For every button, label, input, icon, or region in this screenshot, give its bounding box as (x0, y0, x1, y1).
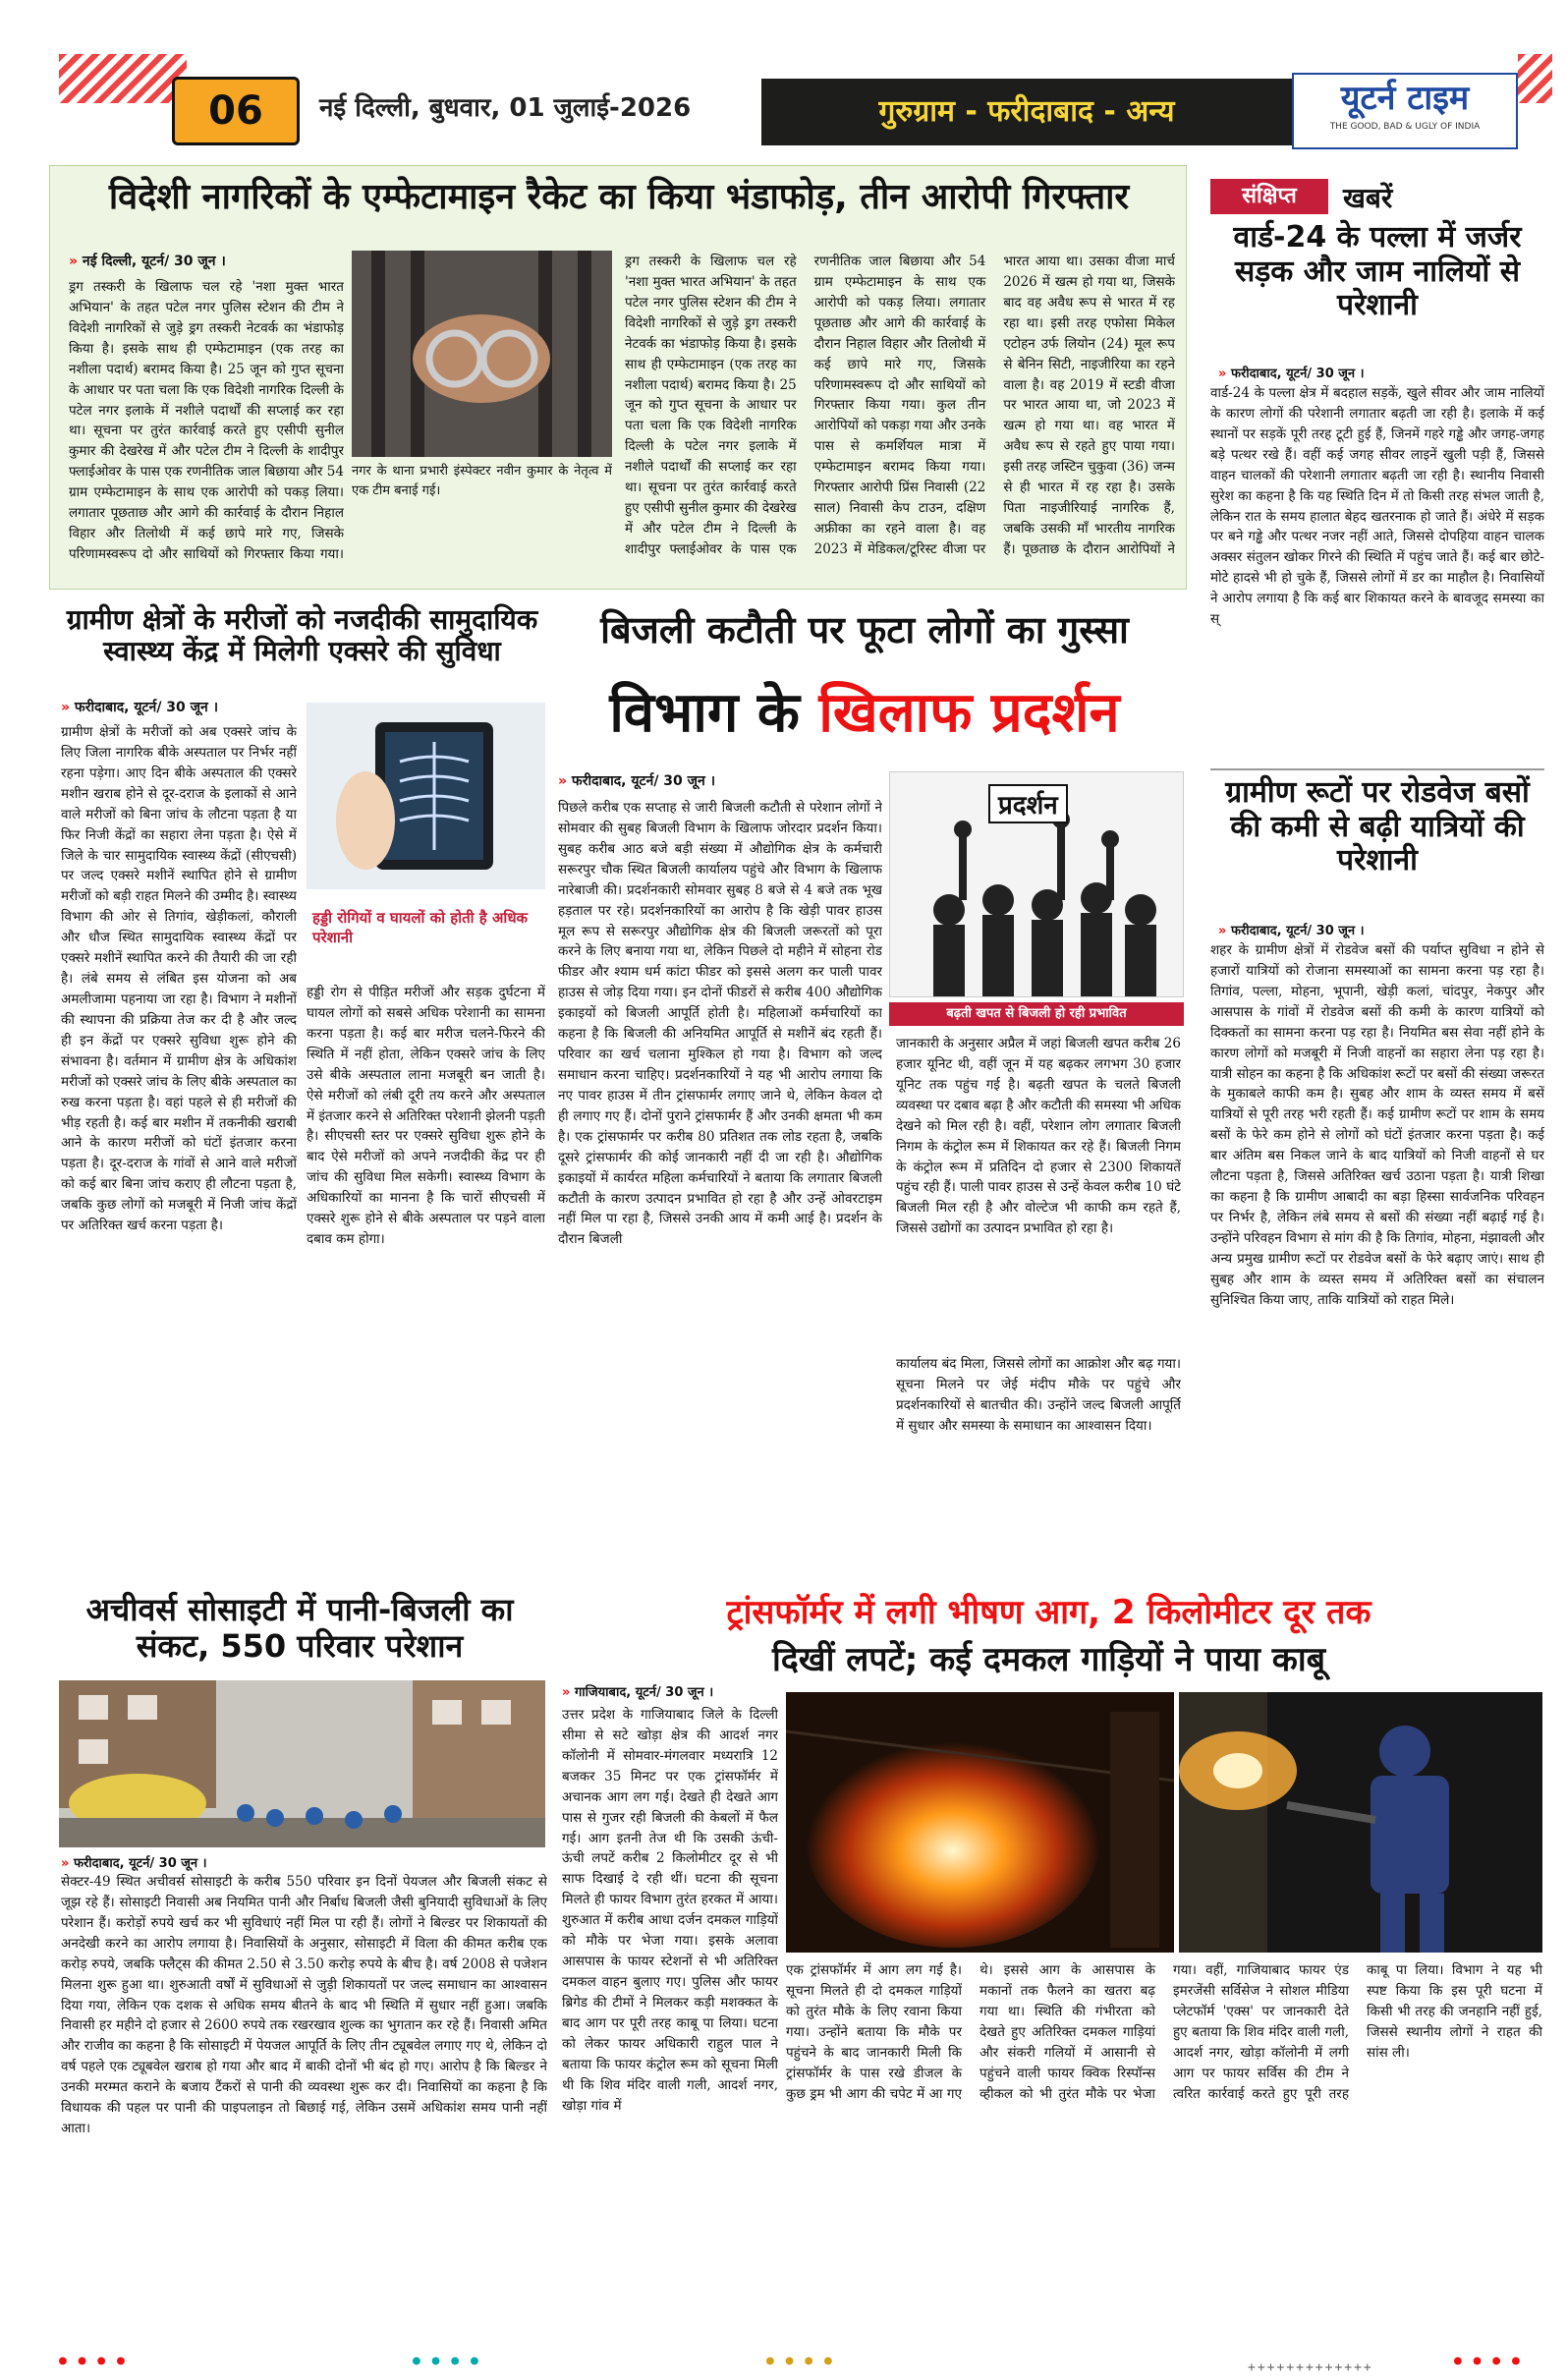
story3-subhead: बढ़ती खपत से बिजली हो रही प्रभावित (889, 1002, 1184, 1026)
story2-subhead: हड्डी रोगियों व घायलों को होती है अधिक परेशानी (312, 909, 529, 946)
footer-registration-dots-right: ● ● ● ● (1454, 2353, 1522, 2368)
story3-illustration (889, 771, 1184, 997)
story2-body2: हड्डी रोग से पीड़ित मरीजों और सड़क दुर्घटना में घायल लोगों को सबसे अधिक परेशानी का सामना करना पड़ता है। कई बार मरीज चलने-फिरने की स्थिति में नहीं होता, लेकिन एक्सरे जांच के लिए उसे बीके अस्पताल लाना मजबूरी बन जाती है। ऐसे मरीजों को लंबी दूरी तय करने और अस्पताल में इंतजार करने से अतिरिक्त परेशानी झेलनी पड़ती है। सीएचसी स्तर पर एक्सरे सुविधा शुरू होने के बाद ऐसे मरीजों को अपने नजदीकी केंद्र पर ही जांच की सुविधा मिल सकेगी। स्वास्थ्य विभाग के अधिकारियों का मानना है कि चारों सीएचसी में एक्सरे शुरू होने से बीके अस्पताल पर पड़ने वाला दबाव कम होगा। (307, 985, 545, 1248)
sidebar-item2-body: शहर के ग्रामीण क्षेत्रों में रोडवेज बसों की पर्याप्त सुविधा न होने से हजारों यात्रियों को रोजाना समस्याओं का सामना करना पड़ रहा है। तिगांव, पल्ला, मोहना, भूपानी, खेड़ी कलां, चांदपुर, नेकपुर और आसपास के गांवों में रोडवेज बसों की कमी के कारण यात्रियों को दिक्कतों का सामना करना पड़ रहा है। नियमित बस सेवा नहीं होने के कारण लोगों को मजबूरी में निजी वाहनों का सहारा लेना पड़ रहा है। यात्री सोहन का कहना है कि अधिकांश रूटों पर बसों की संख्या जरूरत के मुकाबले काफी कम है। सुबह और शाम के व्यस्त समय में बसें यात्रियों से पूरी तरह भरी रहती हैं। कई ग्रामीण रूटों पर शाम के समय बसों के फेरे कम होने से लोगों को घंटों इंतजार करना पड़ता है। कई बार अंतिम बस निकल जाने के बाद यात्रियों को निजी वाहनों से घर लौटना पड़ता है, जिससे अतिरिक्त खर्च उठाना पड़ता है। यात्री शिखा का कहना है कि ग्रामीण आबादी का बड़ा हिस्सा सार्वजनिक परिवहन पर निर्भर है, लेकिन लंबे समय से बसों की संख्या नहीं बढ़ाई गई है। उन्होंने परिवहन विभाग से मांग की है कि तिगांव, मोहना, मंझावली और अन्य प्रमुख ग्रामीण रूटों पर रोडवेज बसों के फेरे बढ़ाए जाएं। साथ ही सुबह और शाम के व्यस्त समय में अतिरिक्त बसों का संचालन सुनिश्चित किया जाए, ताकि यात्रियों को राहत मिले। (1210, 942, 1544, 1308)
story3-body2: जानकारी के अनुसार अप्रैल में जहां बिजली खपत करीब 26 हजार यूनिट थी, वहीं जून में यह बढ़कर लगभग 30 हजार यूनिट तक पहुंच गई है। बढ़ती खपत के चलते बिजली व्यवस्था पर दबाव बढ़ा है और कटौती की समस्या भी अधिक देखने को मिल रही है। वहीं, परेशान लोग लगातार बिजली निगम के कंट्रोल रूम में शिकायत कर रहे हैं। बिजली निगम के कंट्रोल रूम में प्रतिदिन दो हजार से 2300 शिकायतें पहुंच रही हैं। पाली पावर हाउस से उन्हें केवल करीब 10 घंटे बिजली मिल रही है और वोल्टेज भी काफी कम रहते हैं, जिससे उद्योगों का उत्पादन प्रभावित हो रहा है। (896, 1036, 1181, 1237)
story3-body: पिछले करीब एक सप्ताह से जारी बिजली कटौती से परेशान लोगों ने सोमवार की सुबह बिजली विभाग के खिलाफ जोरदार प्रदर्शन किया। सुबह करीब आठ बजे बड़ी संख्या में औद्योगिक क्षेत्र के कर्मचारी सरूरपुर चौक स्थित बिजली कार्यालय पहुंचे और विभाग के खिलाफ नारेबाजी की। प्रदर्शनकारी सोमवार सुबह 8 बजे से 4 बजे तक भूख हड़ताल पर रहे। प्रदर्शनकारियों का आरोप है कि खेड़ी पावर हाउस मूल रूप से सरूरपुर औद्योगिक क्षेत्र की बिजली जरूरतों को पूरा करने के लिए बनाया गया था, लेकिन पिछले दो महीने में सोहना रोड फीडर और श्याम धर्म कांटा फीडर को इससे अलग कर पाली पावर हाउस से जोड़ दिया गया। इन दोनों फीडरों से करीब 400 औद्योगिक इकाइयों को बिजली आपूर्ति होती है। महिलाओं कर्मचारियों का कहना है कि बिजली की अनियमित आपूर्ति से मशीनें बंद रहती हैं। परिवार का खर्च चलाना मुश्किल हो गया है। विभाग को जल्द समाधान करना चाहिए। प्रदर्शनकारियों ने यह भी आरोप लगाया कि नए पावर हाउस में तीन ट्रांसफार्मर लगाए जाने थे, लेकिन केवल दो ही लगाए गए हैं। दोनों पुराने ट्रांसफार्मर हैं और उनकी क्षमता भी कम है। एक ट्रांसफार्मर पर करीब 80 प्रतिशत तक लोड रहता है, जबकि दूसरे ट्रांसफार्मर की कोई जानकारी नहीं दी जा रही है। औद्योगिक इकाइयों में कार्यरत महिला कर्मचारियों ने बताया कि लगातार बिजली कटौती के कारण उत्पादन प्रभावित हो रहा है और उन्हें ओवरटाइम नहीं मिल पा रहा है, जिससे उनकी आय में कमी आई है। प्रदर्शन के दौरान बिजली (558, 800, 882, 1248)
story5-photo2 (1179, 1692, 1542, 1953)
logo (1292, 73, 1518, 149)
story4-dateline: » फरीदाबाद, यूटर्न/ 30 जून । (61, 1853, 207, 1871)
story3-headline-line1: बिजली कटौती पर फूटा लोगों का गुस्सा (600, 608, 1129, 652)
footer-marks: +++++++++++++ (1248, 2360, 1373, 2375)
handcuffs-icon (352, 251, 612, 457)
story2-headline: ग्रामीण क्षेत्रों के मरीजों को नजदीकी सामुदायिक स्वास्थ्य केंद्र में मिलेगी एक्सरे की सुविधा (66, 603, 538, 668)
logo-tagline: THE GOOD, BAD & UGLY OF INDIA (1329, 122, 1481, 132)
story5-headline-line1: ट्रांसफॉर्मर में लगी भीषण आग, 2 किलोमीटर दूर तक (726, 1593, 1371, 1632)
sidebar-item2-headline: ग्रामीण रूटों पर रोडवेज बसों की कमी से बढ़ी यात्रियों की परेशानी (1225, 775, 1530, 878)
story5-dateline: » गाजियाबाद, यूटर्न/ 30 जून । (562, 1682, 713, 1700)
story4-photo (59, 1680, 545, 1847)
story5-photo1 (786, 1692, 1174, 1953)
story2-dateline: » फरीदाबाद, यूटर्न/ 30 जून । (61, 698, 218, 716)
story2-body: ग्रामीण क्षेत्रों के मरीजों को अब एक्सरे जांच के लिए जिला नागरिक बीके अस्पताल पर निर्भर नहीं रहना पड़ेगा। आए दिन बीके अस्पताल की एक्सरे मशीन खराब होने से दूर-दराज के इलाकों से आने वाले मरीजों को बिना जांच के लौटना पड़ता है या फिर निजी केंद्रों का सहारा लेना पड़ता है। ऐसे में जिले के चार सामुदायिक स्वास्थ्य केंद्रों (सीएचसी) पर जल्द एक्सरे मशीनें स्थापित होने से ग्रामीण मरीजों को बड़ी राहत मिलने की उम्मीद है। स्वास्थ्य विभाग की ओर से तिगांव, खेड़ीकलां, कौराली और धौज स्थित सामुदायिक स्वास्थ्य केंद्रों पर एक्सरे मशीनें स्थापित करने की तैयारी की जा रही है। लंबे समय से लंबित इस योजना को अब अमलीजामा पहनाया जा रहा है। विभाग ने मशीनों की स्थापना की प्रक्रिया तेज कर दी है और जल्द ही इन केंद्रों पर एक्सरे सुविधा शुरू होने की संभावना है। वर्तमान में ग्रामीण क्षेत्र के अधिकांश मरीजों को एक्सरे जांच के लिए बीके अस्पताल का रुख करना पड़ता है। वहां पहले से ही मरीजों की भीड़ रहती है। कई बार मशीन में तकनीकी खराबी आने के कारण मरीजों को घंटों इंतजार करना पड़ता है। दूर-दराज के गांवों से आने वाले मरीजों को कई बार बिना जांच कराए ही लौटना पड़ता है, जबकि कुछ लोगों को मजबूरी में निजी जांच केंद्रों पर अतिरिक्त खर्च करना पड़ता है। (61, 724, 297, 1234)
page-number: 06 (172, 77, 300, 145)
section-title: गुरुग्राम - फरीदाबाद - अन्य (761, 79, 1292, 145)
sidebar-item1-body: वार्ड-24 के पल्ला क्षेत्र में बदहाल सड़कें, खुले सीवर और जाम नालियों के कारण लोगों की परेशानी लगातार बढ़ती जा रही है। इलाके में कई स्थानों पर सड़कें पूरी तरह टूटी हुई हैं, जिनमें गहरे गड्ढे और जगह-जगह बड़े पत्थर रखे हैं। वहीं कई जगह सीवर लाइनें खुली पड़ी हैं, जिससे वाहन चालकों की परेशानी लगातार बढ़ती जा रही है। स्थानीय निवासी सुरेश का कहना है कि यह स्थिति दिन में तो किसी तरह संभल जाती है, लेकिन रात के समय हालात बेहद खतरनाक हो जाते हैं। अंधेरे में सड़क पर बने गड्ढे और पत्थर नजर नहीं आते, जिससे दोपहिया वाहन चालक अक्सर संतुलन खोकर गिरने की स्थिति में पहुंच जाते हैं। कई बार छोटे-मोटे हादसे भी हो चुके हैं, जिससे लोगों में डर का माहौल है। निवासियों ने आरोप लगाया है कि कई बार शिकायत करने के बावजूद समस्या का स् (1210, 385, 1544, 628)
fire-icon (786, 1692, 1174, 1953)
story1-body-col2: ड्रग तस्करी के खिलाफ चल रहे 'नशा मुक्त भारत अभियान' के तहत पटेल नगर पुलिस स्टेशन की टीम ने विदेशी नागरिकों से जुड़े ड्रग तस्करी नेटवर्क का भंडाफोड़ किया है। इसके साथ ही एम्फेटामाइन (एक तरह का नशीला पदार्थ) बरामद किया है। 25 जून को गुप्त सूचना के आधार पर पता चला कि एक विदेशी नागरिक दिल्ली के पटेल नगर इलाके में नशीले पदार्थों की सप्लाई कर रहा था। सूचना पर तुरंत कार्रवाई करते हुए एसीपी सुनील कुमार की देखरेख में और पटेल टीम ने दिल्ली के शादीपुर फ्लाईओवर के पास एक रणनीतिक जाल बिछाया और 54 ग्राम एम्फेटामाइन के साथ एक आरोपी को पकड़ लिया। लगातार पूछताछ और आगे की कार्रवाई के दौरान निहाल विहार और तिलोथी में कई छापे मारे गए, जिसके परिणामस्वरूप दो और साथियों को गिरफ्तार किया गया। कुल तीन आरोपियों को पकड़ा गया और उनके पास से कमर्शियल मात्रा में एम्फेटामाइन बरामद किया गया। गिरफ्तार आरोपी प्रिंस निवासी (22 साल) निवासी केप टाउन, दक्षिण अफ्रीका का रहने वाला है। वह 2023 में मेडिकल/टूरिस्ट वीजा पर भारत आया था। उसका वीजा मार्च 2026 में खत्म हो गया था, जिसके बाद वह अवैध रूप से भारत में रह रहा था। इसी तरह एफोसा मिकेल एटोहन उर्फ लियोन (24) मूल रूप से बेनिन सिटी, नाइजीरिया का रहने वाला है। वह 2019 में स्टडी वीजा पर भारत आया था, जो 2023 में खत्म हो गया था। वह भारत में अवैध रूप से रहते हुए पाया गया। इसी तरह जस्टिन चुकुवा (36) जन्म से ही भारत में रह रहा है। उसके पिता नाइजीरियाई नागरिक हैं, जबकि उसकी माँ भारतीय नागरिक हैं। पूछताछ के दौरान आरोपियों ने (625, 254, 1175, 557)
story3-body3: कार्यालय बंद मिला, जिससे लोगों का आक्रोश और बढ़ गया। सूचना मिलने पर जेई मंदीप मौके पर पहुंचे और प्रदर्शनकारियों से बातचीत की। उन्होंने जल्द बिजली आपूर्ति में सुधार और समस्या के समाधान का आश्वासन दिया। (896, 1356, 1181, 1434)
story5-headline-line2: दिखीं लपटें; कई दमकल गाड़ियों ने पाया काबू (771, 1640, 1326, 1679)
footer-registration-dots-center: ● ● ● ● (766, 2353, 834, 2368)
story3-headline-black: विभाग के (609, 681, 819, 745)
sidebar-header (1210, 179, 1544, 218)
story4-body: सेक्टर-49 स्थित अचीवर्स सोसाइटी के करीब 550 परिवार इन दिनों पेयजल और बिजली संकट से जूझ रहे हैं। सोसाइटी निवासी अब नियमित पानी और निर्बाध बिजली जैसी बुनियादी सुविधाओं के लिए परेशान हैं। करोड़ों रुपये खर्च कर भी सुविधाएं नहीं मिल पा रही हैं। लोगों ने बिल्डर पर शिकायतों की अनदेखी करने का आरोप लगाया है। निवासियों के अनुसार, सोसाइटी में विला की कीमत करीब एक करोड़ रुपये, जबकि फ्लैट्स की कीमत 2.50 से 3.50 करोड़ रुपये के बीच है। वर्ष 2008 से पजेशन मिलना शुरू हुआ था। शुरुआती वर्षों में सुविधाओं से जुड़ी शिकायतों पर जल्द समाधान का आश्वासन दिया गया, लेकिन एक दशक से अधिक समय बीतने के बाद भी स्थिति में सुधार नहीं हुआ। जबकि निवासी हर महीने दो हजार से 2600 रुपये तक रखरखाव शुल्क का भुगतान कर रहे हैं। निवासी अमित और राजीव का कहना है कि सोसाइटी में पेयजल आपूर्ति के लिए तीन ट्यूबवेल लगाए गए थे, लेकिन दो वर्ष पहले एक ट्यूबवेल खराब हो गया और बाद में बाकी दोनों भी बंद हो गए। आरोप है कि बिल्डर ने उनकी मरम्मत कराने के बजाय टैंकरों से पानी की व्यवस्था शुरू कर दी। निवासियों का कहना है कि विधायक की पहल पर पानी की पाइपलाइन तो बिछाई गई, लेकिन उसमें अधिकांश समय पानी नहीं आता। (61, 1874, 547, 2137)
masthead (54, 49, 1518, 134)
footer-registration-dots-mid: ● ● ● ● (413, 2353, 480, 2368)
logo-text: यूटर्न टाइम (1340, 79, 1470, 118)
story5-body: उत्तर प्रदेश के गाजियाबाद जिले के दिल्ली सीमा से सटे खोड़ा क्षेत्र की आदर्श नगर कॉलोनी में सोमवार-मंगलवार मध्यरात्रि 12 बजकर 35 मिनट पर एक ट्रांसफॉर्मर में अचानक आग लग गई। देखते ही देखते आग पास से गुजर रही बिजली की केबलों में फैल गई। आग इतनी तेज थी कि उसकी ऊंची-ऊंची लपटें करीब 2 किलोमीटर दूर से भी साफ दिखाई दे रही थीं। घटना की सूचना मिलते ही फायर विभाग तुरंत हरकत में आया। शुरुआत में करीब आधा दर्जन दमकल गाड़ियों को मौके पर भेजा गया। इसके अलावा आसपास के फायर स्टेशनों से भी अतिरिक्त दमकल वाहन बुलाए गए। पुलिस और फायर ब्रिगेड की टीमों ने मिलकर कड़ी मशक्कत के बाद आग पर पूरी तरह काबू पा लिया। घटना को लेकर फायर अधिकारी राहुल पाल ने बताया कि फायर कंट्रोल रूम को सूचना मिली थी कि शिव मंदिर वाली गली, आदर्श नगर, खोड़ा गांव में (562, 1707, 778, 2114)
story2-photo (307, 703, 545, 889)
sidebar-item1-dateline: » फरीदाबाद, यूटर्न/ 30 जून । (1218, 364, 1365, 381)
sidebar-badge: संक्षिप्त (1210, 179, 1328, 214)
story4-headline: अचीवर्स सोसाइटी में पानी-बिजली का संकट, 550 परिवार परेशान (85, 1591, 514, 1665)
sidebar-badge-word: खबरें (1343, 182, 1393, 214)
story1-dateline: » नई दिल्ली, यूटर्न/ 30 जून । (69, 252, 226, 270)
firefighter-icon (1179, 1692, 1542, 1953)
xray-icon (307, 703, 545, 889)
story1-caption: नगर के थाना प्रभारी इंस्पेक्टर नवीन कुमार के नेतृत्व में एक टीम बनाई गई। (352, 464, 612, 499)
story3-headline-line2 (550, 673, 1179, 748)
story1-photo (352, 251, 612, 457)
story3-headline-red: खिलाफ प्रदर्शन (818, 681, 1120, 745)
sidebar-item2-dateline: » फरीदाबाद, यूटर्न/ 30 जून । (1218, 921, 1365, 938)
sidebar-divider (1210, 768, 1544, 770)
footer-registration-dots-left: ● ● ● ● (59, 2353, 127, 2368)
dateline: नई दिल्ली, बुधवार, 01 जुलाई-2026 (319, 93, 692, 123)
story1-headline: विदेशी नागरिकों के एम्फेटामाइन रैकेट का किया भंडाफोड़, तीन आरोपी गिरफ्तार (108, 177, 1130, 217)
water-tanker-icon (59, 1680, 545, 1847)
story1-body-col1: ड्रग तस्करी के खिलाफ चल रहे 'नशा मुक्त भारत अभियान' के तहत पटेल नगर पुलिस स्टेशन की टीम ने विदेशी नागरिकों से जुड़े ड्रग तस्करी नेटवर्क का भंडाफोड़ किया है। इसके साथ ही एम्फेटामाइन (एक तरह का नशीला पदार्थ) बरामद किया है। 25 जून को गुप्त सूचना के आधार पर पता चला कि एक विदेशी नागरिक दिल्ली के पटेल नगर इलाके में नशीले पदार्थों की सप्लाई कर रहा था। सूचना पर तुरंत कार्रवाई करते हुए एसीपी सुनील कुमार की देखरेख में और पटेल टीम ने दिल्ली के शादीपुर फ्लाईओवर के पास एक रणनीतिक जाल बिछाया और 54 ग्राम एम्फेटामाइन के साथ एक आरोपी को पकड़ लिया। लगातार पूछताछ और आगे की कार्रवाई के दौरान निहाल विहार और तिलोथी में कई छापे मारे गए, जिसके परिणामस्वरूप दो और साथियों को गिरफ्तार किया गया। (69, 279, 344, 562)
story5-body2: एक ट्रांसफॉर्मर में आग लग गई है। सूचना मिलते ही दो दमकल गाड़ियों को तुरंत मौके के लिए रवाना किया गया। उन्होंने बताया कि मौके पर पहुंचने के बाद जानकारी मिली कि ट्रांसफॉर्मर के पास रखे डीजल के कुछ ड्रम भी आग की चपेट में आ गए थे। इससे आग के आसपास के मकानों तक फैलने का खतरा बढ़ गया था। स्थिति की गंभीरता को देखते हुए अतिरिक्त दमकल गाड़ियां और संकरी गलियों में आसानी से पहुंचने वाली फायर क्विक रिस्पॉन्स व्हीकल को भी तुरंत मौके पर भेजा गया। वहीं, गाजियाबाद फायर एंड इमरजेंसी सर्विसेज ने सोशल मीडिया प्लेटफॉर्म 'एक्स' पर जानकारी देते हुए बताया कि शिव मंदिर वाली गली, आदर्श नगर, खोड़ा कॉलोनी में लगी आग पर फायर सर्विस की टीम ने त्वरित कार्रवाई करते हुए पूरी तरह काबू पा लिया। विभाग ने यह भी स्पष्ट किया कि इस पूरी घटना में किसी भी तरह की जनहानि नहीं हुई, जिससे स्थानीय लोगों ने राहत की सांस ली। (786, 1962, 1542, 2102)
story3-dateline: » फरीदाबाद, यूटर्न/ 30 जून । (558, 771, 715, 790)
story3-illustration-label: प्रदर्शन (988, 784, 1068, 823)
header-stripes-right (1518, 54, 1552, 103)
sidebar-item1-headline: वार्ड-24 के पल्ला में जर्जर सड़क और जाम नालियों से परेशानी (1233, 220, 1522, 322)
